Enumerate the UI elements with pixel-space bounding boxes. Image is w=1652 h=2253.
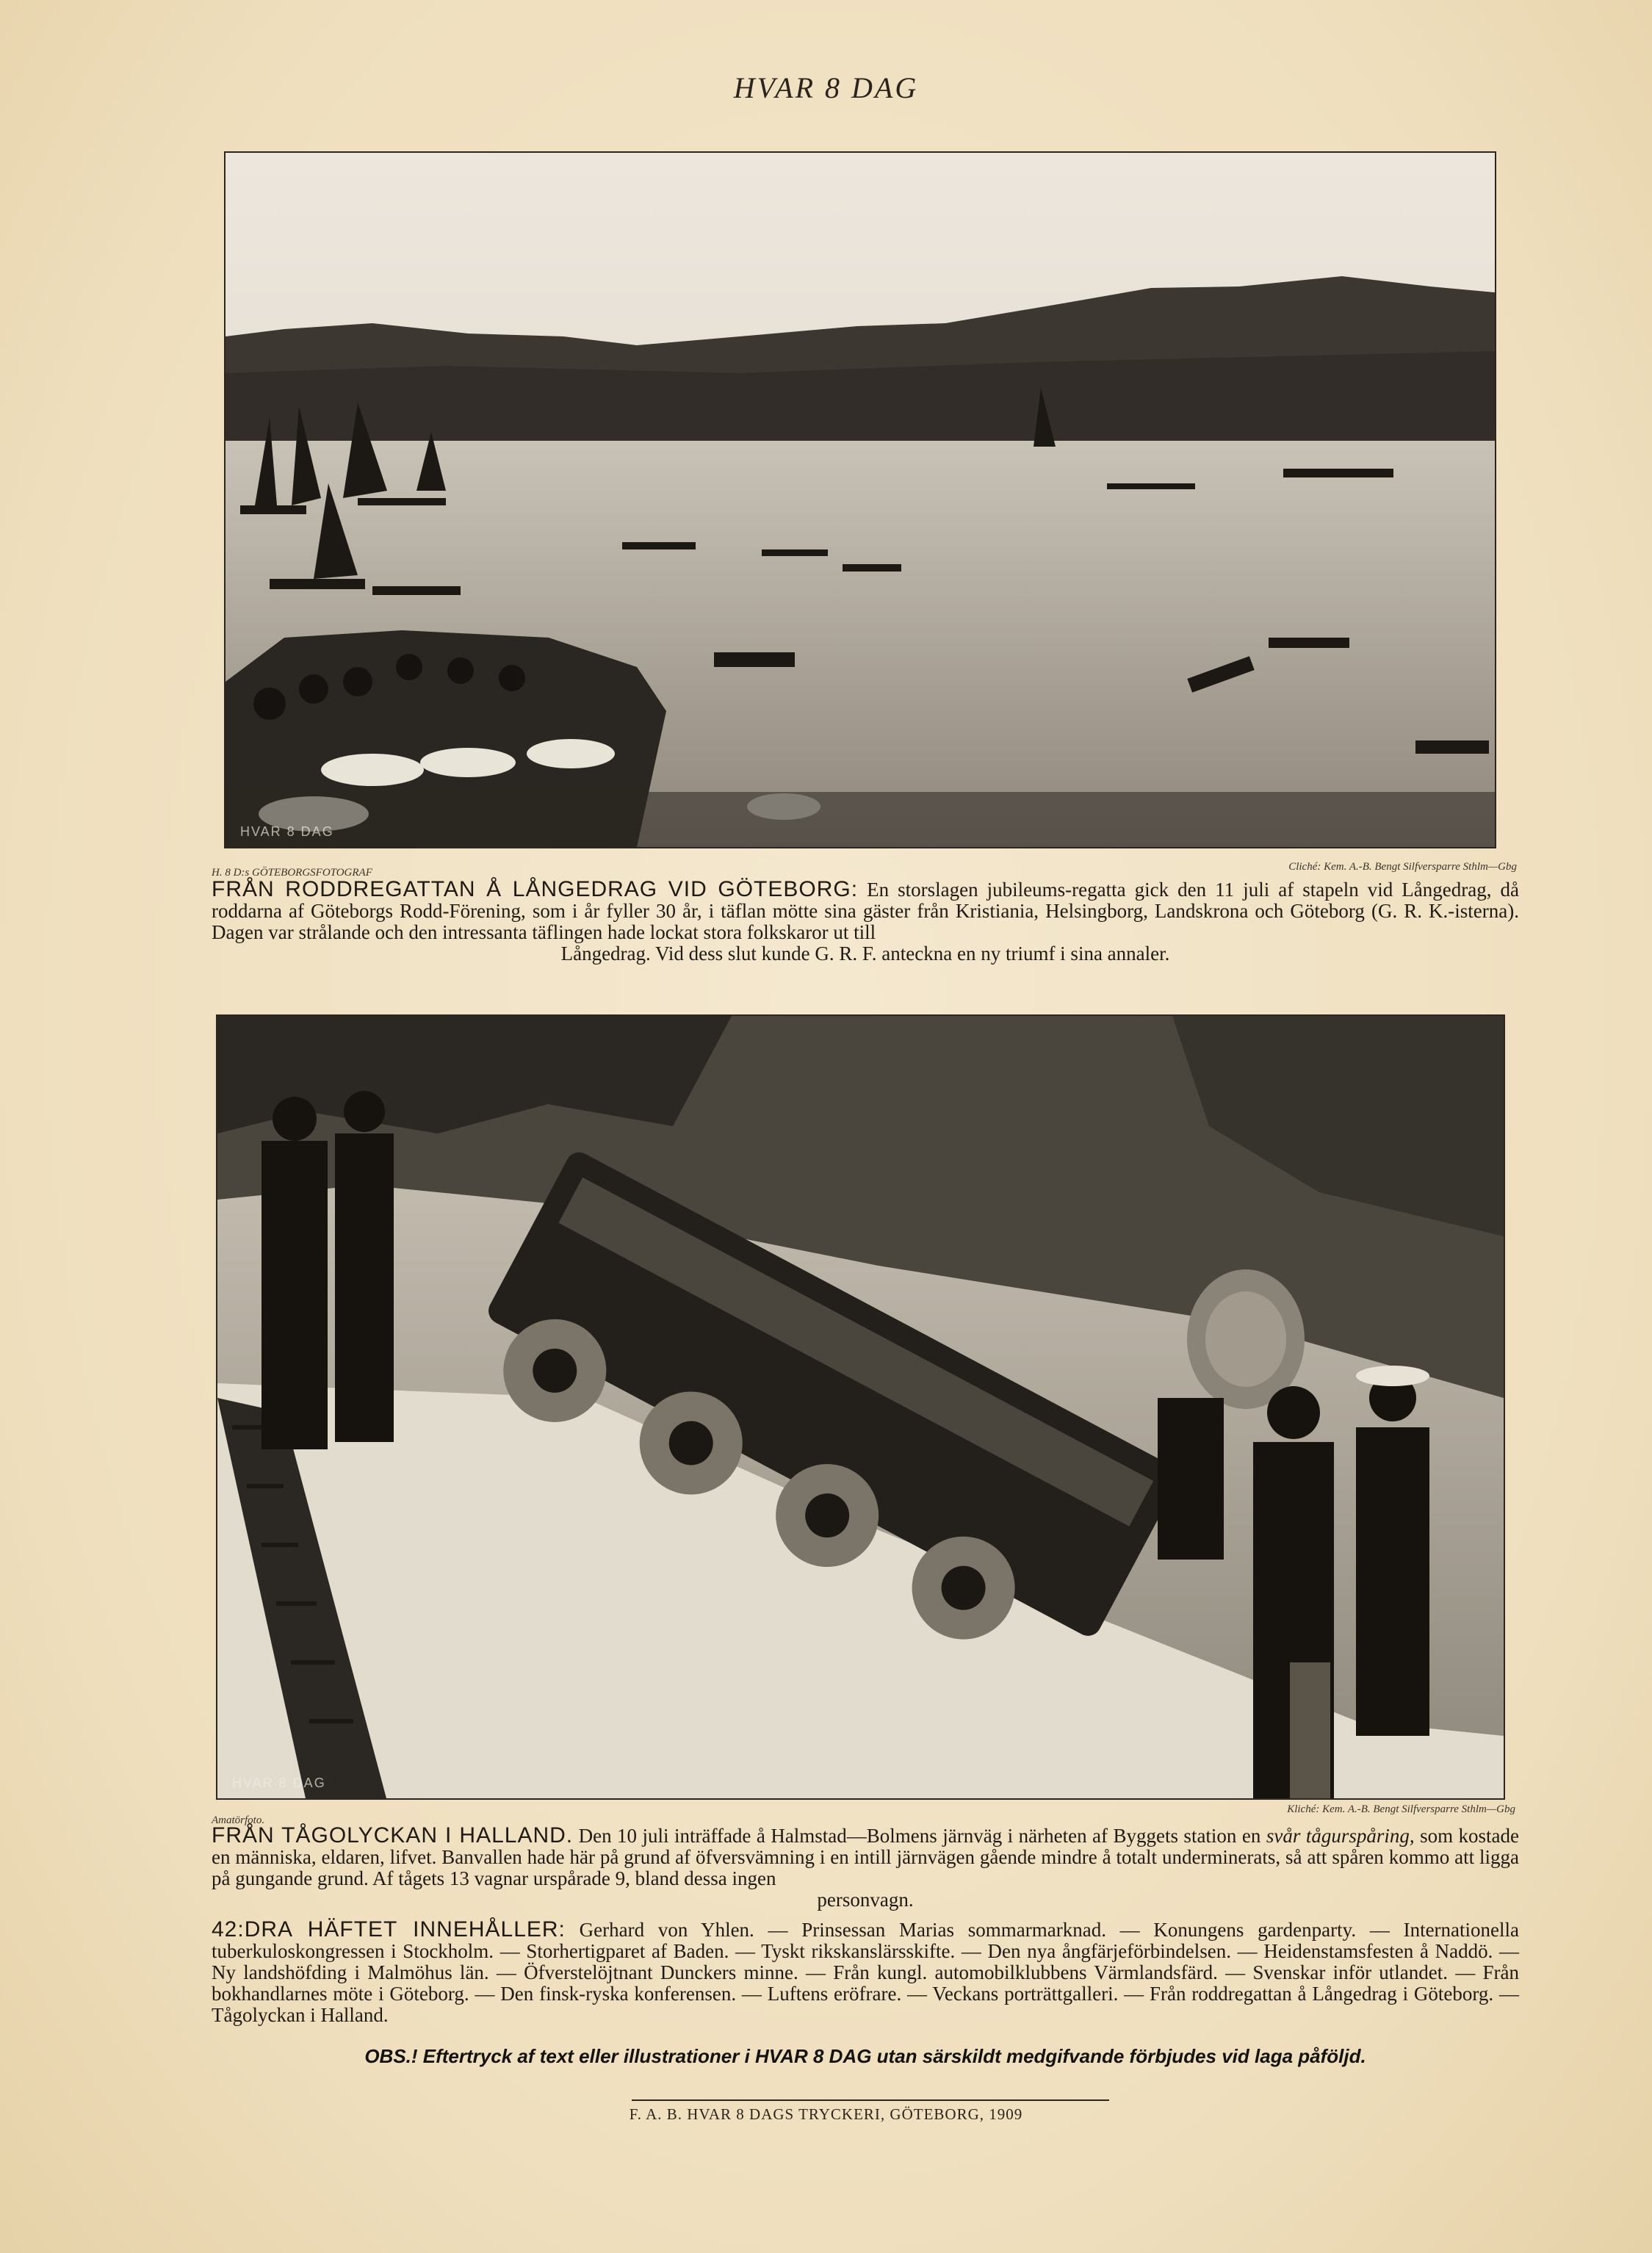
- photo-watermark: HVAR 8 DAG: [232, 1776, 326, 1790]
- contents-heading: 42:DRA HÄFTET INNEHÅLLER:: [212, 1917, 566, 1942]
- photo-credit-right: Cliché: Kem. A.-B. Bengt Silfversparre Sthlm—Gbg: [1288, 861, 1517, 873]
- caption-body: Den 10 juli inträffade å Halmstad—Bolmens järnväg i närheten af Byggets station en: [578, 1825, 1261, 1847]
- copyright-notice: OBS.! Eftertryck af text eller illustrationer i HVAR 8 DAG utan särskildt medgifvande förbjudes vid laga påföljd.: [364, 2045, 1366, 2067]
- caption-heading: FRÅN RODDREGATTAN Å LÅNGEDRAG VID GÖTEBORG:: [212, 877, 859, 901]
- photo-credit-left: Amatörfoto.: [212, 1814, 265, 1826]
- page-header: HVAR 8 DAG: [733, 71, 919, 104]
- caption-body: En storslagen jubileums-regatta gick den 11 juli af stapeln vid Långedrag, då roddarna af Göteborgs Rodd-Förening, som i år fyller 30 år, i täflan mötte sina gäster från Kristiania, Helsingborg, Landskrona och Göteborg (G. R. K.-isterna). Dagen var strålande och den intressanta täflingen hade lockat stora folkskaror ut till: [212, 879, 1520, 943]
- caption-last-line: personvagn.: [817, 1889, 914, 1911]
- footer-divider: [632, 2099, 1109, 2101]
- contents-body: Gerhard von Yhlen. — Prinsessan Marias sommarmarknad. — Konungens gardenparty. — Internationella tuberkuloskongressen i Stockholm. — Storhertigparet af Baden. — Tyskt rikskanslärsskifte. — Den nya ångfärjeförbindelsen. — Heidenstamsfesten å Naddö. — Ny landshöfding i Malmöhus län. — Öfverstelöjtnant Dunckers minne. — Från kungl. automobilklubbens Värmlandsfärd. — Svenskar inför utlandet. — Från bokhandlarnes möte i Göteborg. — Den finsk-ryska konferensen. — Luftens eröfrare. — Veckans porträttgalleri. — Från roddregattan å Långedrag i Göteborg. — Tågolyckan i Halland.: [212, 1919, 1520, 2026]
- caption-body-cont: som kostade en människa, eldaren, lifvet. Banvallen hade här på grund af öfversvämning i en intill järnvägen gående mindre å totalt underminerats, så att spåren kommo att ligga på gungande grund. Af tågets 13 vagnar urspårade 9, bland dessa ingen: [212, 1825, 1520, 1889]
- train-caption: [212, 1825, 1519, 1911]
- printer-imprint: F. A. B. HVAR 8 DAGS TRYCKERI, GÖTEBORG, 1909: [629, 2105, 1023, 2123]
- train-accident-photo: [217, 1016, 1504, 1798]
- photo-credit-left: H. 8 D:s GÖTEBORGSFOTOGRAF: [212, 867, 372, 879]
- photo-watermark: HVAR 8 DAG: [240, 824, 334, 839]
- regatta-photo: [226, 153, 1495, 847]
- photo-credit-right: Kliché: Kem. A.-B. Bengt Silfversparre Sthlm—Gbg: [1287, 1803, 1515, 1815]
- issue-contents: [212, 1919, 1519, 2026]
- caption-last-line: Långedrag. Vid dess slut kunde G. R. F. anteckna en ny triumf i sina annaler.: [560, 942, 1170, 965]
- caption-italic: svår tågurspåring,: [1266, 1825, 1415, 1847]
- regatta-caption: [212, 879, 1519, 965]
- caption-heading: FRÅN TÅGOLYCKAN I HALLAND.: [212, 1823, 574, 1848]
